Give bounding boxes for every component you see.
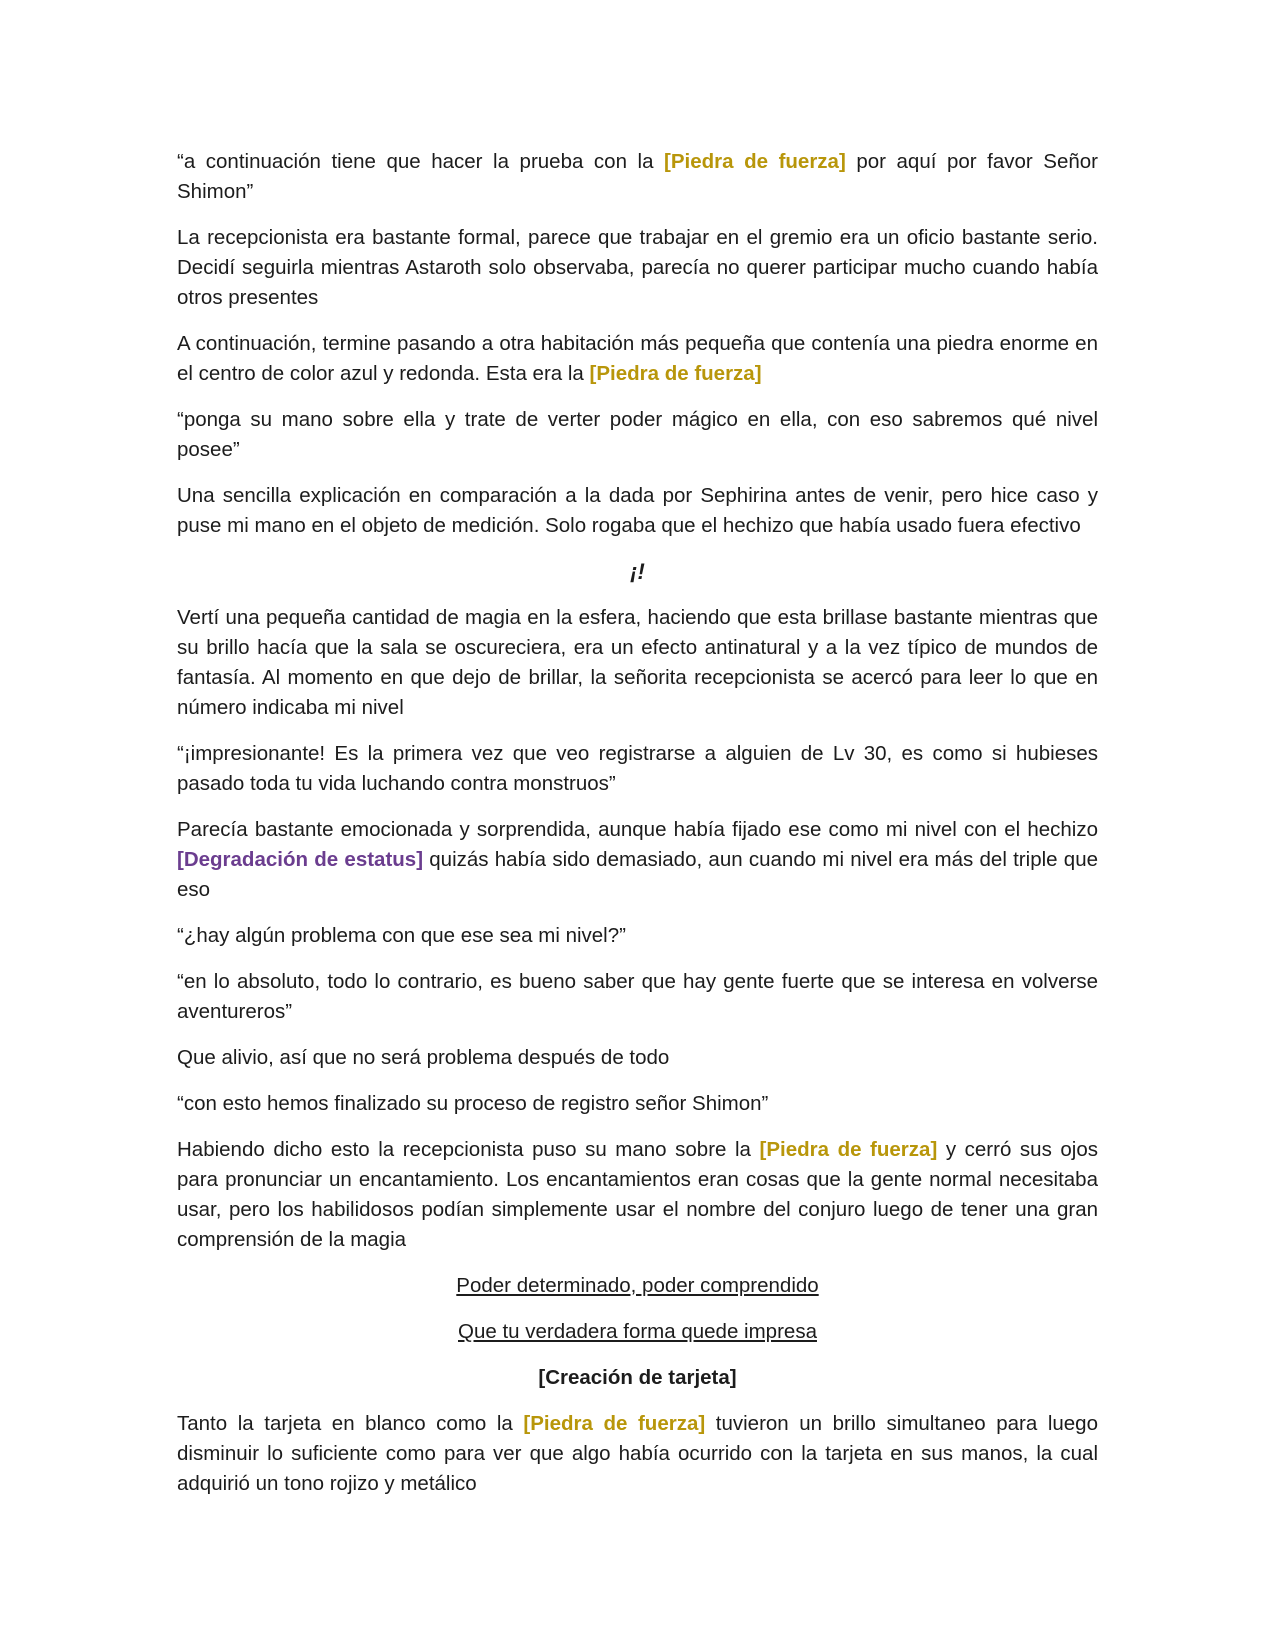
paragraph-8: Parecía bastante emocionada y sorprendida, aunque había fijado ese como mi nivel con el hechizo [Degradación de estatus] quizás había sido demasiado, aun cuando mi nivel era más del triple que eso	[177, 818, 1098, 901]
paragraph-3: A continuación, termine pasando a otra habitación más pequeña que contenía una piedra enorme en el centro de color azul y redonda. Esta era la [Piedra de fuerza]	[177, 332, 1098, 385]
paragraph-9: “¿hay algún problema con que ese sea mi nivel?”	[177, 924, 626, 947]
paragraph-7: “¡impresionante! Es la primera vez que veo registrarse a alguien de Lv 30, es como si hubieses pasado toda tu vida luchando contra monstruos”	[177, 742, 1098, 795]
paragraph-6: Vertí una pequeña cantidad de magia en la esfera, haciendo que esta brillase bastante mientras que su brillo hacía que la sala se oscureciera, era un efecto antinatural y a la vez típico de mundos de fantasía. Al momento en que dejo de brillar, la señorita recepcionista se acercó para leer lo que en número indicaba mi nivel	[177, 606, 1098, 719]
paragraph-1: “a continuación tiene que hacer la prueba con la [Piedra de fuerza] por aquí por favor Señor Shimon”	[177, 150, 1098, 203]
paragraph-4: “ponga su mano sobre ella y trate de verter poder mágico en ella, con eso sabremos qué nivel posee”	[177, 408, 1098, 461]
paragraph-12: “con esto hemos finalizado su proceso de registro señor Shimon”	[177, 1092, 769, 1115]
item-name-highlight: [Piedra de fuerza]	[759, 1138, 938, 1161]
item-name-highlight: [Piedra de fuerza]	[664, 150, 846, 173]
paragraph-11: Que alivio, así que no será problema después de todo	[177, 1046, 670, 1069]
paragraph-10: “en lo absoluto, todo lo contrario, es bueno saber que hay gente fuerte que se interesa en volverse aventureros”	[177, 970, 1098, 1023]
item-name-highlight: [Piedra de fuerza]	[523, 1412, 706, 1435]
chant-line-2: Que tu verdadera forma quede impresa	[458, 1320, 817, 1343]
spell-title: [Creación de tarjeta]	[538, 1366, 737, 1389]
scene-divider: ¡!	[630, 559, 645, 584]
paragraph-5: Una sencilla explicación en comparación a la dada por Sephirina antes de venir, pero hice caso y puse mi mano en el objeto de medición. Solo rogaba que el hechizo que había usado fuera efectivo	[177, 484, 1098, 537]
spell-name-highlight: [Degradación de estatus]	[177, 848, 424, 871]
paragraph-13: Habiendo dicho esto la recepcionista puso su mano sobre la [Piedra de fuerza] y cerró sus ojos para pronunciar un encantamiento. Los encantamientos eran cosas que la gente normal necesitaba usar, pero los habilidosos podían simplemente usar el nombre del conjuro luego de tener una gran comprensión de la magia	[177, 1138, 1098, 1251]
chant-line-1: Poder determinado, poder comprendido	[456, 1274, 819, 1297]
document-page	[177, 147, 1098, 1515]
item-name-highlight: [Piedra de fuerza]	[589, 362, 762, 385]
paragraph-2: La recepcionista era bastante formal, parece que trabajar en el gremio era un oficio bastante serio. Decidí seguirla mientras Astaroth solo observaba, parecía no querer participar mucho cuando había otros presentes	[177, 226, 1098, 309]
paragraph-14: Tanto la tarjeta en blanco como la [Piedra de fuerza] tuvieron un brillo simultaneo para luego disminuir lo suficiente como para ver que algo había ocurrido con la tarjeta en sus manos, la cual adquirió un tono rojizo y metálico	[177, 1412, 1098, 1495]
